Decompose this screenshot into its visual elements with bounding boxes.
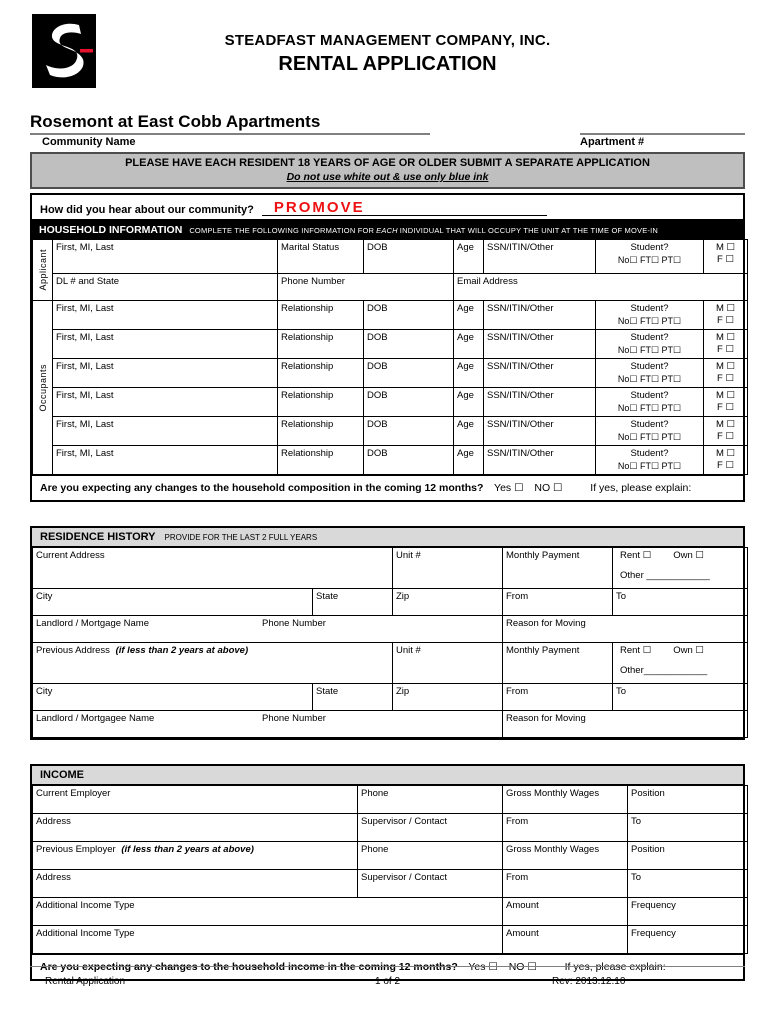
referral-answer-blank[interactable]: [262, 201, 547, 216]
previous-unit-field[interactable]: Unit #: [393, 643, 503, 684]
applicant-ssn-field[interactable]: SSN/ITIN/Other: [484, 240, 596, 274]
household-section: [30, 193, 745, 502]
household-change-question: Are you expecting any changes to the household composition in the coming 12 months?: [40, 482, 484, 494]
student-options-checkboxes[interactable]: No☐ FT☐ PT☐: [617, 345, 682, 355]
footer-document-name: Rental Application: [45, 976, 126, 987]
occupant-student-cell: [596, 330, 704, 359]
additional-income-amount-field[interactable]: Amount: [503, 898, 628, 926]
previous-monthly-payment-field[interactable]: Monthly Payment: [503, 643, 613, 684]
occupant-age-field[interactable]: Age: [454, 417, 484, 446]
form-title: RENTAL APPLICATION: [278, 53, 497, 75]
previous-supervisor-field[interactable]: Supervisor / Contact: [358, 870, 503, 898]
previous-landlord-field[interactable]: Landlord / Mortgagee Name: [36, 713, 155, 724]
income-table: [32, 785, 748, 954]
student-label: Student?: [630, 448, 669, 459]
student-label: Student?: [630, 390, 669, 401]
referral-question: How did you hear about our community?: [40, 204, 254, 216]
current-state-field[interactable]: State: [313, 589, 393, 616]
occupant-row: [33, 359, 748, 388]
occupant-relationship-field[interactable]: Relationship: [278, 417, 364, 446]
occupant-name-field[interactable]: First, MI, Last: [53, 301, 278, 330]
household-change-question-row: [32, 475, 743, 500]
previous-address-field[interactable]: [33, 643, 393, 684]
company-name: STEADFAST MANAGEMENT COMPANY, INC.: [224, 32, 551, 49]
occupant-age-field[interactable]: Age: [454, 359, 484, 388]
occupant-dob-field[interactable]: DOB: [364, 359, 454, 388]
current-position-field[interactable]: Position: [628, 786, 748, 814]
male-checkbox[interactable]: M ☐: [715, 242, 736, 253]
current-employer-row: [33, 786, 748, 814]
previous-rent-checkbox[interactable]: Rent ☐: [620, 645, 652, 656]
occupant-relationship-field[interactable]: Relationship: [278, 446, 364, 475]
applicant-gender-cell: [704, 240, 748, 274]
current-city-field[interactable]: City: [33, 589, 313, 616]
occupant-dob-field[interactable]: DOB: [364, 417, 454, 446]
income-title: INCOME: [40, 769, 84, 781]
occupant-name-field[interactable]: First, MI, Last: [53, 446, 278, 475]
occupant-row: [33, 388, 748, 417]
previous-address-label: Previous Address: [36, 645, 110, 656]
current-employment-from-field[interactable]: From: [503, 814, 628, 842]
previous-employer-phone-field[interactable]: Phone: [358, 842, 503, 870]
student-options-checkboxes[interactable]: No☐ FT☐ PT☐: [617, 461, 682, 471]
previous-gross-wages-field[interactable]: Gross Monthly Wages: [503, 842, 628, 870]
header-text: [30, 12, 745, 76]
current-city-row: [33, 589, 748, 616]
household-subtitle-pre: COMPLETE THE FOLLOWING INFORMATION FOR: [189, 226, 375, 235]
previous-rent-own-cell: [613, 643, 748, 684]
property-name: Rosemont at East Cobb Apartments: [30, 112, 321, 131]
current-rent-checkbox[interactable]: Rent ☐: [620, 550, 652, 561]
previous-address-note: (if less than 2 years at above): [115, 645, 249, 656]
occupant-gender-cell: [704, 446, 748, 475]
student-options-checkboxes[interactable]: No☐ FT☐ PT☐: [617, 432, 682, 442]
household-header-bar: [32, 221, 743, 239]
additional-income-type-field[interactable]: Additional Income Type: [33, 898, 503, 926]
household-change-yes-checkbox[interactable]: Yes ☐: [494, 482, 524, 494]
occupant-row: [33, 301, 748, 330]
male-checkbox[interactable]: M ☐: [715, 390, 736, 401]
income-change-question: Are you expecting any changes to the household income in the coming 12 months?: [40, 961, 458, 973]
student-options-checkboxes[interactable]: No☐ FT☐ PT☐: [617, 316, 682, 326]
apartment-number-blank[interactable]: [580, 113, 745, 135]
student-options-checkboxes[interactable]: No☐ FT☐ PT☐: [617, 403, 682, 413]
occupant-dob-field[interactable]: DOB: [364, 301, 454, 330]
current-from-field[interactable]: From: [503, 589, 613, 616]
previous-employer-address-field[interactable]: Address: [33, 870, 358, 898]
additional-income-amount-field[interactable]: Amount: [503, 926, 628, 954]
income-change-explain-label: If yes, please explain:: [564, 961, 666, 973]
female-checkbox[interactable]: F ☐: [717, 402, 734, 413]
current-zip-field[interactable]: Zip: [393, 589, 503, 616]
additional-income-row: [33, 926, 748, 954]
residence-history-header: [32, 528, 743, 547]
student-label: Student?: [630, 303, 669, 314]
female-checkbox[interactable]: F ☐: [717, 460, 734, 471]
previous-employer-field[interactable]: [33, 842, 358, 870]
previous-city-field[interactable]: City: [33, 684, 313, 711]
student-label: Student?: [630, 361, 669, 372]
occupant-student-cell: [596, 301, 704, 330]
household-change-explain-label: If yes, please explain:: [590, 482, 692, 494]
current-employer-address-field[interactable]: Address: [33, 814, 358, 842]
community-name-blank: [30, 112, 430, 135]
additional-income-type-field[interactable]: Additional Income Type: [33, 926, 503, 954]
residence-history-title: RESIDENCE HISTORY: [40, 531, 156, 543]
footer-page-number: 1 of 2: [374, 976, 401, 987]
previous-employer-note: (if less than 2 years at above): [121, 844, 254, 855]
occupant-name-field[interactable]: First, MI, Last: [53, 388, 278, 417]
referral-answer: PROMOVE: [273, 199, 365, 216]
occupant-row: [33, 330, 748, 359]
current-other-field[interactable]: Other ____________: [620, 570, 710, 581]
current-landlord-field[interactable]: Landlord / Mortgage Name: [36, 618, 150, 629]
household-table: [32, 239, 748, 475]
current-landlord-cell: [33, 616, 503, 643]
applicant-name-field[interactable]: First, MI, Last: [53, 240, 278, 274]
occupant-relationship-field[interactable]: Relationship: [278, 301, 364, 330]
male-checkbox[interactable]: M ☐: [715, 303, 736, 314]
student-options-checkboxes[interactable]: No☐ FT☐ PT☐: [617, 255, 682, 265]
current-landlord-row: [33, 616, 748, 643]
male-checkbox[interactable]: M ☐: [715, 361, 736, 372]
occupant-age-field[interactable]: Age: [454, 388, 484, 417]
income-section: [30, 764, 745, 981]
previous-landlord-phone-field[interactable]: Phone Number: [262, 713, 326, 724]
previous-state-field[interactable]: State: [313, 684, 393, 711]
referral-row: [32, 195, 743, 221]
household-title: HOUSEHOLD INFORMATION: [39, 224, 183, 236]
student-options-checkboxes[interactable]: No☐ FT☐ PT☐: [617, 374, 682, 384]
residence-history-subtitle: PROVIDE FOR THE LAST 2 FULL YEARS: [164, 533, 318, 542]
occupant-dob-field[interactable]: DOB: [364, 388, 454, 417]
occupant-dob-field[interactable]: DOB: [364, 330, 454, 359]
occupant-relationship-field[interactable]: Relationship: [278, 330, 364, 359]
previous-from-field[interactable]: From: [503, 684, 613, 711]
notice-line-1: PLEASE HAVE EACH RESIDENT 18 YEARS OF AGE OR OLDER SUBMIT A SEPARATE APPLICATION: [125, 157, 650, 169]
occupant-ssn-field[interactable]: SSN/ITIN/Other: [484, 330, 596, 359]
occupant-age-field[interactable]: Age: [454, 301, 484, 330]
previous-address-row: [33, 643, 748, 684]
current-monthly-payment-field[interactable]: Monthly Payment: [503, 548, 613, 589]
previous-landlord-cell: [33, 711, 503, 738]
current-employer-field[interactable]: Current Employer: [33, 786, 358, 814]
student-label: Student?: [630, 332, 669, 343]
household-subtitle-post: INDIVIDUAL THAT WILL OCCUPY THE UNIT AT THE TIME OF MOVE-IN: [399, 226, 659, 235]
female-checkbox[interactable]: F ☐: [717, 431, 734, 442]
previous-employment-to-field[interactable]: To: [628, 870, 748, 898]
current-address-row: [33, 548, 748, 589]
current-reason-field[interactable]: Reason for Moving: [503, 616, 748, 643]
previous-to-field[interactable]: To: [613, 684, 748, 711]
page-footer: [30, 966, 745, 996]
female-checkbox[interactable]: F ☐: [717, 373, 734, 384]
community-name-row: [30, 112, 745, 135]
steadfast-logo: [32, 14, 96, 88]
applicant-row-1: [33, 240, 748, 274]
occupant-name-field[interactable]: First, MI, Last: [53, 359, 278, 388]
notice-banner: [30, 152, 745, 189]
current-own-checkbox[interactable]: Own ☐: [673, 550, 704, 561]
current-to-field[interactable]: To: [613, 589, 748, 616]
notice-line-2: Do not use white out & use only blue ink: [286, 171, 489, 183]
occupant-student-cell: [596, 388, 704, 417]
applicant-dl-field[interactable]: DL # and State: [53, 274, 278, 301]
footer-revision: Rev: 2013.12.10: [552, 976, 626, 987]
occupant-ssn-field[interactable]: SSN/ITIN/Other: [484, 446, 596, 475]
occupant-row: [33, 417, 748, 446]
additional-income-frequency-field[interactable]: Frequency: [628, 898, 748, 926]
previous-employer-address-row: [33, 870, 748, 898]
male-checkbox[interactable]: M ☐: [715, 448, 736, 459]
occupant-ssn-field[interactable]: SSN/ITIN/Other: [484, 359, 596, 388]
previous-employer-label: Previous Employer: [36, 844, 116, 855]
occupant-gender-cell: [704, 388, 748, 417]
previous-own-checkbox[interactable]: Own ☐: [673, 645, 704, 656]
occupant-gender-cell: [704, 417, 748, 446]
occupant-relationship-field[interactable]: Relationship: [278, 359, 364, 388]
occupant-ssn-field[interactable]: SSN/ITIN/Other: [484, 301, 596, 330]
female-checkbox[interactable]: F ☐: [717, 315, 734, 326]
previous-employer-row: [33, 842, 748, 870]
income-header: [32, 766, 743, 785]
previous-other-field[interactable]: Other____________: [620, 665, 708, 676]
applicant-row-2: [33, 274, 748, 301]
household-subtitle: [189, 226, 658, 235]
female-checkbox[interactable]: F ☐: [717, 254, 734, 265]
occupant-gender-cell: [704, 330, 748, 359]
applicant-age-field[interactable]: Age: [454, 240, 484, 274]
steadfast-logo-icon: [32, 14, 96, 88]
occupant-student-cell: [596, 359, 704, 388]
male-checkbox[interactable]: M ☐: [715, 332, 736, 343]
residence-table: [32, 547, 748, 738]
previous-zip-field[interactable]: Zip: [393, 684, 503, 711]
current-employer-address-row: [33, 814, 748, 842]
applicant-section-label: Applicant: [37, 249, 48, 291]
applicant-section-cell: [33, 240, 53, 301]
additional-income-row: [33, 898, 748, 926]
applicant-email-field[interactable]: Email Address: [454, 274, 748, 301]
occupant-age-field[interactable]: Age: [454, 330, 484, 359]
previous-landlord-row: [33, 711, 748, 738]
previous-city-row: [33, 684, 748, 711]
occupants-section-cell: [33, 301, 53, 475]
previous-reason-field[interactable]: Reason for Moving: [503, 711, 748, 738]
occupant-name-field[interactable]: First, MI, Last: [53, 330, 278, 359]
apartment-number-label: Apartment #: [580, 136, 645, 148]
occupant-row: [33, 446, 748, 475]
current-landlord-phone-field[interactable]: Phone Number: [262, 618, 326, 629]
previous-position-field[interactable]: Position: [628, 842, 748, 870]
occupant-gender-cell: [704, 301, 748, 330]
student-label: Student?: [630, 419, 669, 430]
residence-history-section: [30, 526, 745, 740]
occupant-gender-cell: [704, 359, 748, 388]
current-unit-field[interactable]: Unit #: [393, 548, 503, 589]
applicant-student-cell: [596, 240, 704, 274]
male-checkbox[interactable]: M ☐: [715, 419, 736, 430]
applicant-dob-field[interactable]: DOB: [364, 240, 454, 274]
current-employer-phone-field[interactable]: Phone: [358, 786, 503, 814]
community-name-labels: [30, 136, 745, 148]
occupant-name-field[interactable]: First, MI, Last: [53, 417, 278, 446]
current-rent-own-cell: [613, 548, 748, 589]
community-name-label: Community Name: [42, 136, 136, 148]
applicant-phone-field[interactable]: Phone Number: [278, 274, 454, 301]
occupant-ssn-field[interactable]: SSN/ITIN/Other: [484, 417, 596, 446]
previous-employment-from-field[interactable]: From: [503, 870, 628, 898]
additional-income-frequency-field[interactable]: Frequency: [628, 926, 748, 954]
current-employment-to-field[interactable]: To: [628, 814, 748, 842]
student-label: Student?: [630, 242, 669, 253]
current-gross-wages-field[interactable]: Gross Monthly Wages: [503, 786, 628, 814]
income-change-yes-checkbox[interactable]: Yes ☐: [468, 961, 498, 973]
female-checkbox[interactable]: F ☐: [717, 344, 734, 355]
occupants-section-label: Occupants: [37, 363, 48, 412]
household-subtitle-each: EACH: [376, 226, 398, 235]
current-supervisor-field[interactable]: Supervisor / Contact: [358, 814, 503, 842]
occupant-ssn-field[interactable]: SSN/ITIN/Other: [484, 388, 596, 417]
occupant-relationship-field[interactable]: Relationship: [278, 388, 364, 417]
household-change-no-checkbox[interactable]: NO ☐: [534, 482, 563, 494]
occupant-student-cell: [596, 417, 704, 446]
occupant-dob-field[interactable]: DOB: [364, 446, 454, 475]
applicant-marital-status-field[interactable]: Marital Status: [278, 240, 364, 274]
occupant-student-cell: [596, 446, 704, 475]
occupant-age-field[interactable]: Age: [454, 446, 484, 475]
current-address-field[interactable]: Current Address: [33, 548, 393, 589]
income-change-no-checkbox[interactable]: NO ☐: [508, 961, 537, 973]
header: [30, 12, 745, 108]
